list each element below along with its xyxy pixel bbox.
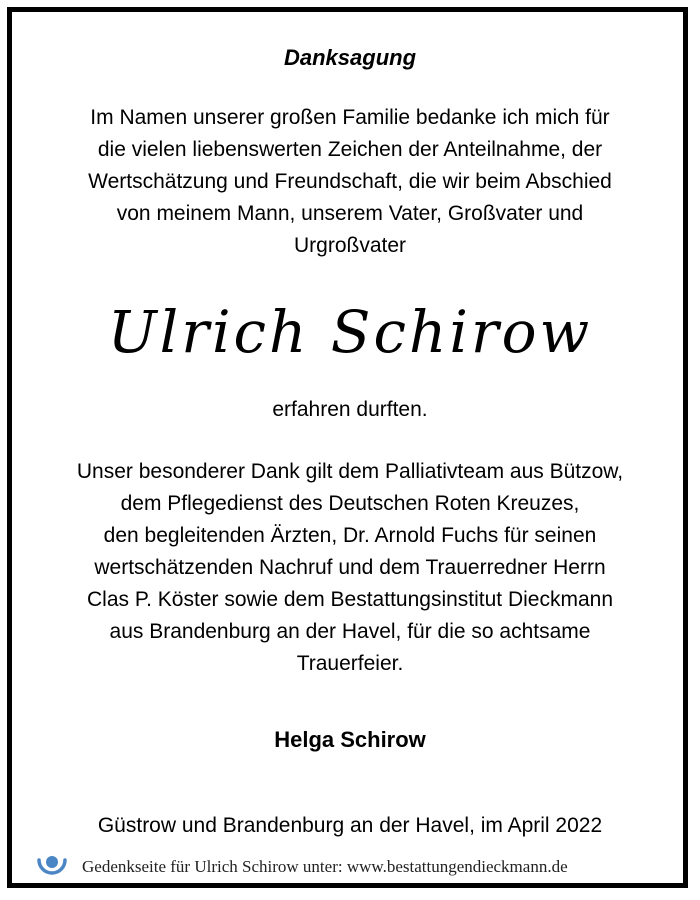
intro-line: von meinem Mann, unserem Vater, Großvater und [116,202,584,225]
thanks-line: Trauerfeier. [296,652,404,675]
thanks-paragraph [12,456,688,680]
thanks-line: dem Pflegedienst des Deutschen Roten Kreuzes, [120,492,580,515]
after-name-line: erfahren durften. [272,398,428,421]
deceased-name: Ulrich Schirow [107,298,593,366]
memorial-page-footer [34,851,568,883]
intro-line: Im Namen unserer großen Familie bedanke ich mich für [90,106,610,129]
thanks-line: aus Brandenburg an der Havel, für die so achtsame [109,620,591,643]
signature-name: Helga Schirow [274,727,426,752]
intro-line: Urgroßvater [293,234,407,257]
notice-heading: Danksagung [283,45,417,70]
thanks-line: den begleitenden Ärzten, Dr. Arnold Fuchs für seinen [103,524,597,547]
intro-line: die vielen liebenswerten Zeichen der Anteilnahme, der [97,138,603,161]
after-name-text [12,394,688,426]
place-and-date: Güstrow und Brandenburg an der Havel, im April 2022 [97,814,603,837]
thanks-line: Unser besonderer Dank gilt dem Palliativteam aus Bützow, [76,460,624,483]
thanks-line: Clas P. Köster sowie dem Bestattungsinstitut Dieckmann [86,588,614,611]
intro-paragraph [12,102,688,262]
intro-line: Wertschätzung und Freundschaft, die wir beim Abschied [88,170,612,193]
memorial-logo-icon [34,851,70,883]
memorial-page-link-text: Gedenkseite für Ulrich Schirow unter: www.bestattungendieckmann.de [82,857,568,876]
thanks-line: wertschätzenden Nachruf und dem Trauerredner Herrn [94,556,606,579]
